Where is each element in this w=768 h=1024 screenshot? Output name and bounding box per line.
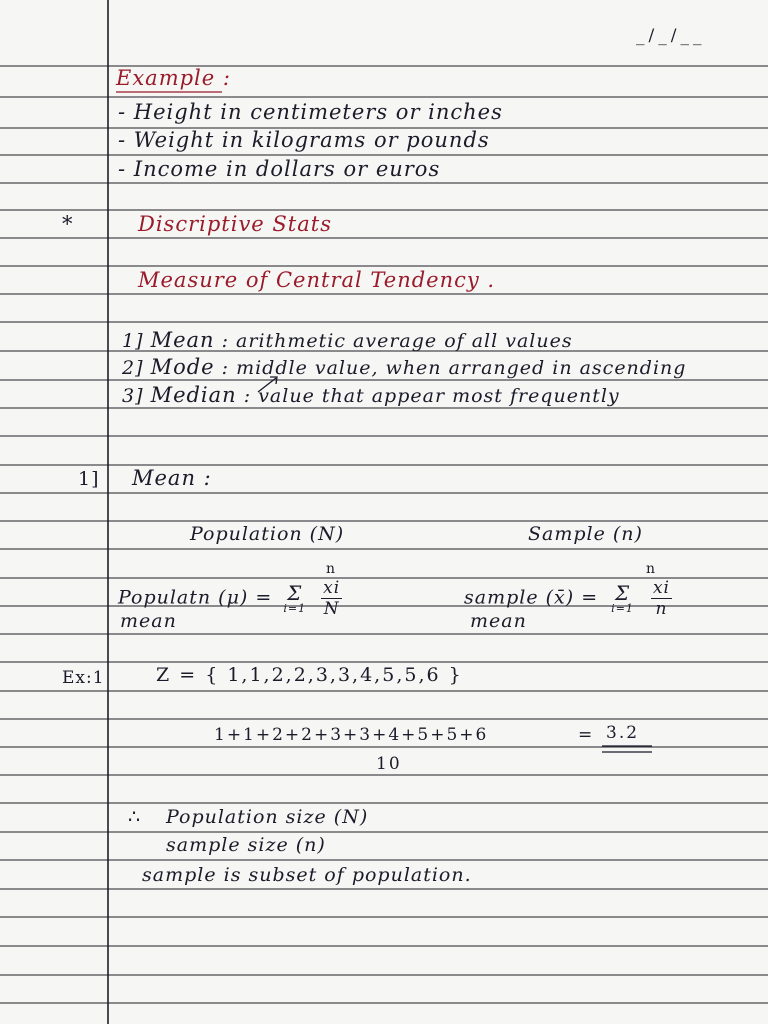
measure-mean-desc: : arithmetic average of all values [221, 330, 573, 352]
population-formula-label: Populatn (μ) = [118, 586, 273, 609]
example-heading: Example : [116, 66, 231, 90]
population-numerator: xi [323, 578, 341, 598]
population-mean-word: mean [120, 610, 177, 632]
measure-median-num: 3] [122, 385, 144, 407]
therefore-symbol: ∴ [128, 806, 142, 828]
example1-label: Ex:1 [62, 668, 105, 688]
sample-sigma [611, 580, 634, 615]
population-denominator: N [323, 599, 340, 619]
sample-sigma-top: n [646, 561, 656, 577]
measure-mode-name: Mode [150, 355, 215, 379]
sample-fraction [651, 578, 672, 619]
mean-section-num: 1] [78, 468, 100, 490]
measure-mean-num: 1] [122, 330, 144, 352]
measure-mean [122, 328, 573, 352]
sample-denominator: n [655, 599, 668, 619]
example-item-income: - Income in dollars or euros [118, 157, 441, 181]
sample-formula-label: sample (x̄) = [464, 586, 599, 609]
sample-sigma-bottom: i=1 [611, 601, 634, 615]
sample-heading: Sample (n) [528, 523, 643, 545]
measure-mode [122, 355, 686, 379]
example-item-height: - Height in centimeters or inches [118, 100, 503, 124]
population-sigma-symbol: Σ [287, 580, 303, 605]
sample-mean-word: mean [470, 610, 527, 632]
population-sigma-bottom: i=1 [283, 601, 307, 615]
example1-set: Z = { 1,1,2,2,3,3,4,5,5,6 } [156, 664, 463, 686]
measure-median-name: Median [150, 383, 237, 407]
population-sigma-top: n [326, 561, 336, 577]
sample-size-note: sample size (n) [166, 834, 326, 856]
population-fraction [321, 578, 342, 619]
measure-mean-name: Mean [150, 328, 215, 352]
population-heading: Population (N) [190, 523, 345, 545]
date-marker: _/_/__ [636, 26, 706, 46]
measure-mode-desc: : middle value, when arranged in ascending [221, 357, 687, 379]
measure-median [122, 383, 620, 407]
star-bullet: * [62, 212, 74, 236]
population-size-note: Population size (N) [166, 806, 369, 828]
example1-equals: = [578, 725, 594, 745]
sample-sigma-symbol: Σ [614, 580, 631, 605]
example1-numerator: 1+1+2+2+3+3+4+5+5+6 [214, 725, 489, 745]
central-tendency-heading: Measure of Central Tendency . [138, 268, 496, 292]
measure-mode-num: 2] [122, 357, 144, 379]
example-item-weight: - Weight in kilograms or pounds [118, 128, 490, 152]
mean-section-heading: Mean : [132, 466, 212, 490]
descriptive-stats-heading: Discriptive Stats [138, 212, 332, 236]
subset-note: sample is subset of population. [142, 864, 472, 886]
measure-median-desc: : value that appear most frequently [243, 385, 620, 407]
sample-numerator: xi [652, 578, 670, 598]
example1-denominator: 10 [376, 754, 402, 774]
example1-result: 3.2 [606, 723, 640, 743]
population-sigma [283, 580, 307, 615]
